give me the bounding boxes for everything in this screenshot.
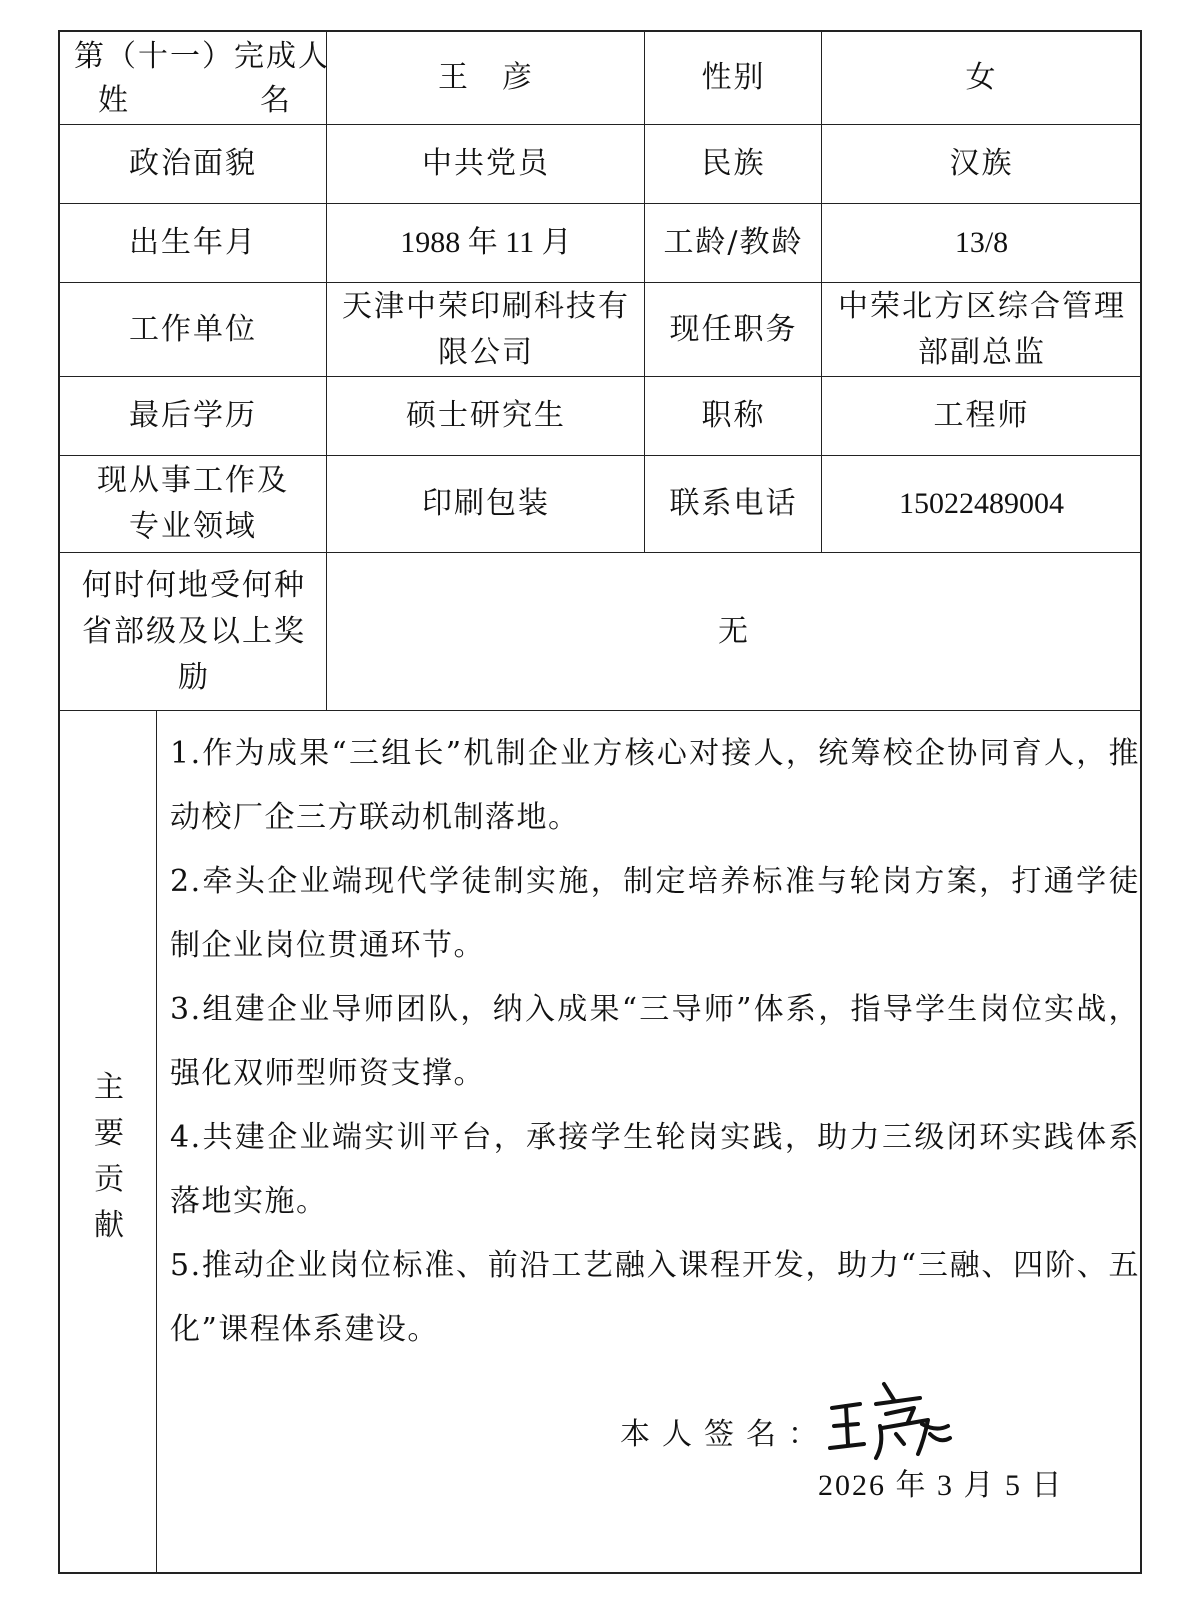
politics-value: 中共党员 (422, 146, 550, 181)
signature-label: 本人签名： (620, 1417, 830, 1452)
contribution-item: 1.作为成果“三组长”机制企业方核心对接人，统筹校企协同育人，推动校厂企三方联动机制落地。 (170, 736, 1140, 835)
contributions-label-char: 要 (94, 1116, 124, 1151)
seniority-value: 13/8 (954, 226, 1009, 259)
position-label: 现任职务 (669, 311, 798, 347)
birth-value: 1988 年 11 月 (400, 226, 572, 259)
contributions-label-char: 献 (94, 1208, 124, 1243)
contributions-label-char: 主 (94, 1070, 124, 1105)
contribution-item: 5.推动企业岗位标准、前沿工艺融入课程开发，助力“三融、四阶、五化”课程体系建设。 (170, 1248, 1140, 1347)
position-value: 中荣北方区综合管理部副总监 (838, 288, 1126, 370)
contributions-label-char: 贡 (94, 1162, 124, 1197)
education-value: 硕士研究生 (406, 398, 566, 433)
handwritten-signature (824, 1374, 954, 1464)
contribution-item: 2.牵头企业端现代学徒制实施，制定培养标准与轮岗方案，打通学徒制企业岗位贯通环节。 (170, 864, 1140, 963)
contribution-item: 4.共建企业端实训平台，承接学生轮岗实践，助力三级闭环实践体系落地实施。 (170, 1120, 1140, 1219)
title-label: 职称 (701, 398, 766, 433)
row-divider (60, 710, 1140, 711)
name-label: 第（十一）完成人 (74, 39, 330, 74)
politics-label: 政治面貌 (129, 146, 257, 181)
column-divider (326, 32, 327, 710)
signature-date: 2026 年 3 月 5 日 (818, 1469, 1064, 1502)
name-value: 王 彦 (438, 60, 534, 95)
phone-label: 联系电话 (669, 486, 798, 521)
phone-value: 15022489004 (899, 487, 1064, 520)
contribution-item: 3.组建企业导师团队，纳入成果“三导师”体系，指导学生岗位实战，强化双师型师资支撑。 (170, 992, 1140, 1091)
field-value: 印刷包装 (422, 486, 550, 521)
column-divider (644, 32, 645, 552)
column-divider (821, 32, 822, 552)
birth-label: 出生年月 (129, 225, 257, 260)
name-label-given-char: 名 (260, 83, 292, 118)
ethnicity-value: 汉族 (949, 146, 1014, 181)
personnel-form-table (58, 30, 1142, 1574)
employer-value: 天津中荣印刷科技有限公司 (342, 288, 630, 370)
title-value: 工程师 (933, 398, 1030, 433)
gender-label: 性别 (701, 60, 766, 95)
seniority-label: 工龄/教龄 (663, 225, 804, 260)
education-label: 最后学历 (129, 398, 257, 433)
employer-label: 工作单位 (129, 311, 257, 347)
awards-value: 无 (718, 613, 750, 649)
name-label-surname-char: 姓 (98, 83, 130, 118)
field-label: 现从事工作及专业领域 (97, 463, 289, 544)
ethnicity-label: 民族 (701, 146, 766, 181)
awards-label: 何时何地受何种省部级及以上奖励 (82, 567, 306, 695)
contributions-label (60, 740, 158, 1574)
gender-value: 女 (965, 60, 998, 95)
